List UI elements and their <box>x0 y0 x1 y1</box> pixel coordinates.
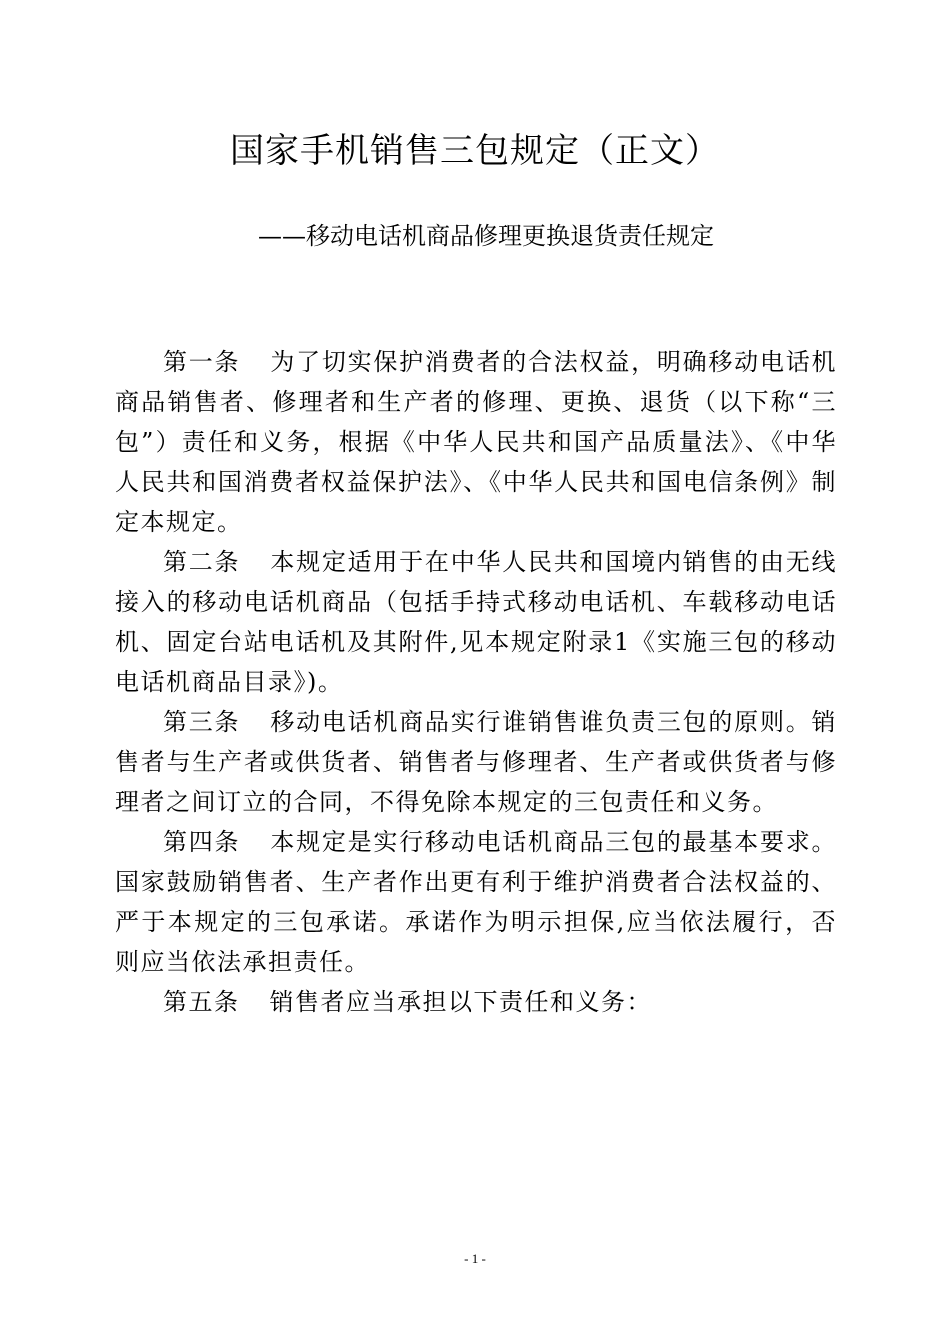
article-paragraph <box>115 342 837 542</box>
article-number: 第一条 <box>163 348 241 376</box>
article-text: 销售者应当承担以下责任和义务： <box>269 988 652 1016</box>
document-body <box>115 342 837 1022</box>
article-number: 第四条 <box>163 828 241 856</box>
article-paragraph <box>115 702 837 822</box>
article-text: 为了切实保护消费者的合法权益，明确移动电话机商品销售者、修理者和生产者的修理、更换、退货（以下称“三包”）责任和义务，根据《中华人民共和国产品质量法》、《中华人民共和国消费者权益保护法》、《中华人民共和国电信条例》制定本规定。 <box>115 348 837 536</box>
document-title: 国家手机销售三包规定（正文） <box>230 131 720 171</box>
article-number: 第五条 <box>163 988 240 1016</box>
article-number: 第二条 <box>163 548 241 576</box>
article-text: 本规定适用于在中华人民共和国境内销售的由无线接入的移动电话机商品（包括手持式移动电话机、车载移动电话机、固定台站电话机及其附件,见本规定附录1《实施三包的移动电话机商品目录》)。 <box>115 548 837 696</box>
article-paragraph <box>115 982 837 1022</box>
article-number: 第三条 <box>163 708 241 736</box>
article-text: 移动电话机商品实行谁销售谁负责三包的原则。销售者与生产者或供货者、销售者与修理者、生产者或供货者与修理者之间订立的合同，不得免除本规定的三包责任和义务。 <box>115 708 837 816</box>
article-text: 本规定是实行移动电话机商品三包的最基本要求。国家鼓励销售者、生产者作出更有利于维护消费者合法权益的、严于本规定的三包承诺。承诺作为明示担保,应当依法履行，否则应当依法承担责任。 <box>115 828 837 976</box>
article-paragraph <box>115 542 837 702</box>
page-number: - 1 - <box>464 1251 486 1266</box>
document-subtitle: ——移动电话机商品修理更换退货责任规定 <box>258 222 714 250</box>
article-paragraph <box>115 822 837 982</box>
